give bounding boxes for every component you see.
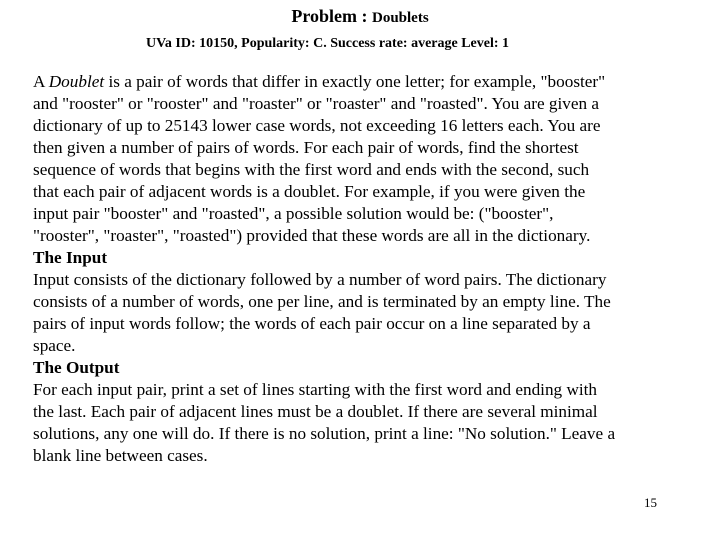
problem-title [0,5,720,29]
title-sub: Doublets [371,10,429,26]
input-line: consists of a number of words, one per line, and is terminated by an empty line. The [33,292,611,311]
intro-first-line [33,71,717,93]
intro-line: "rooster", "roaster", "roasted") provided that these words are all in the dictionary. [33,226,591,245]
intro-line: that each pair of adjacent words is a doublet. For example, if you were given the [33,182,586,201]
intro-line: input pair "booster" and "roasted", a possible solution would be: ("booster", [33,204,554,223]
input-line: space. [33,336,76,355]
intro-line: dictionary of up to 25143 lower case words, not exceeding 16 letters each. You are [33,116,601,135]
input-line: Input consists of the dictionary followed by a number of word pairs. The dictionary [33,270,607,289]
intro-line: sequence of words that begins with the first word and ends with the second, such [33,160,590,179]
problem-body [33,71,717,467]
output-line: solutions, any one will do. If there is no solution, print a line: "No solution." Leave a [33,424,616,443]
intro-italic-word: Doublet [48,72,105,91]
input-line: pairs of input words follow; the words of each pair occur on a line separated by a [33,314,591,333]
intro-first-line-rest: is a pair of words that differ in exactly one letter; for example, "booster" [104,72,606,91]
output-heading: The Output [33,358,120,377]
output-line: For each input pair, print a set of lines starting with the first word and ending with [33,380,597,399]
output-line: blank line between cases. [33,446,208,465]
intro-prefix: A [33,72,49,91]
input-heading: The Input [33,248,108,267]
problem-meta: UVa ID: 10150, Popularity: C. Success rate: average Level: 1 [146,36,510,51]
title-main: Problem : [291,6,368,26]
intro-line: and "rooster" or "rooster" and "roaster" or "roaster" and "roasted". You are given a [33,94,600,113]
intro-line: then given a number of pairs of words. For each pair of words, find the shortest [33,138,579,157]
page-number: 15 [644,495,657,510]
output-line: the last. Each pair of adjacent lines must be a doublet. If there are several minimal [33,402,598,421]
